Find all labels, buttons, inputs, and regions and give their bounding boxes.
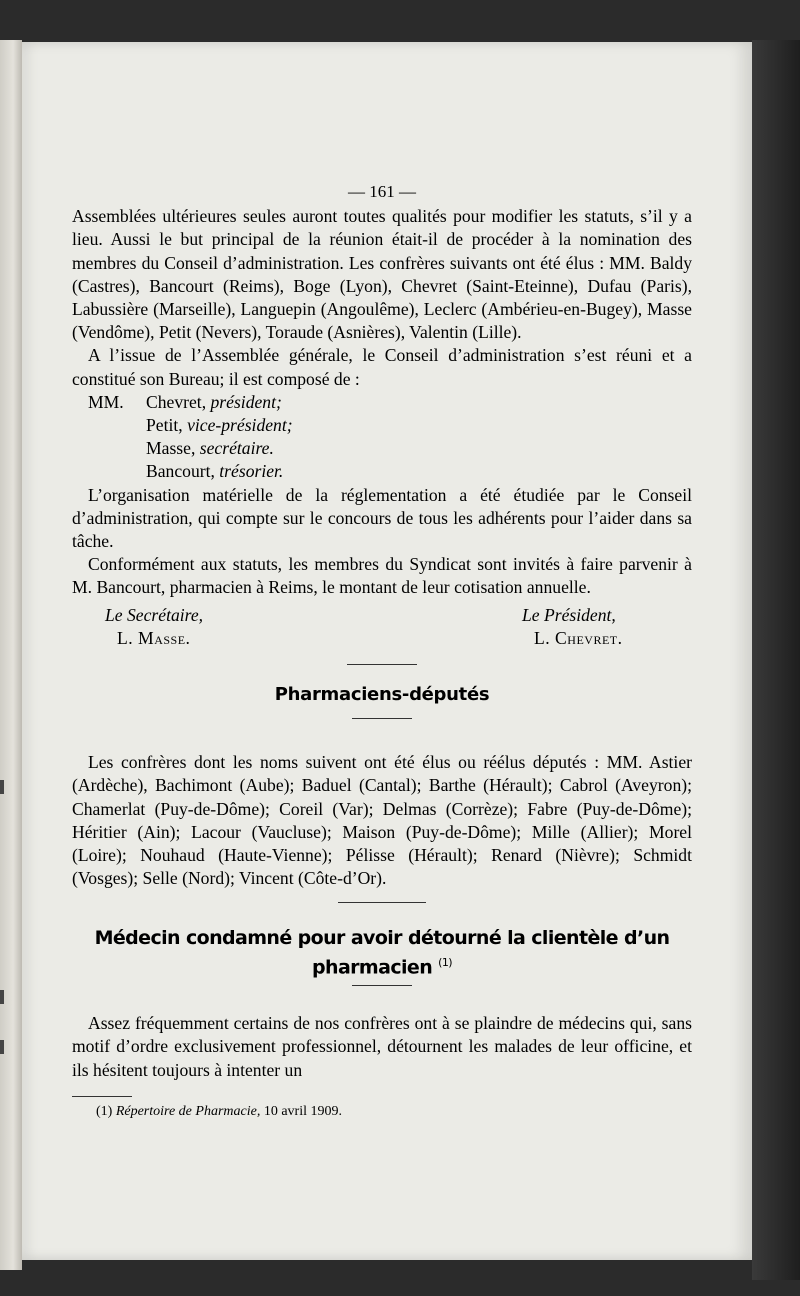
page-edge-mark (0, 990, 4, 1004)
signature-president-title: Le Président, (522, 604, 616, 625)
organisation-paragraph: L’organisation matérielle de la réglementation a été étudiée par le Conseil d’administration, qui compte sur le concours de tous les adhérents pour l’aider dans sa tâche. (72, 484, 692, 552)
medecin-paragraph: Assez fréquemment certains de nos confrères ont à se plaindre de médecins qui, sans motif d’ordre exclusivement professionnel, détournent les malades de leur officine, et ils hésitent toujours à intenter un (72, 1013, 692, 1080)
officers-prefix: MM. (88, 391, 124, 412)
officer-role: vice-président; (187, 415, 293, 436)
signature-president-name: L. Chevret. (534, 627, 623, 648)
footnote-date: 10 avril 1909. (263, 1103, 342, 1119)
section-title-medecin-condamne (72, 927, 692, 979)
footnote-divider (72, 1096, 132, 1097)
officer-row (72, 414, 692, 437)
officer-row (72, 437, 692, 460)
footnote (72, 1103, 692, 1121)
page-edge-mark (0, 1040, 4, 1054)
officer-role: trésorier. (219, 461, 284, 482)
officer-name: Chevret, (146, 391, 207, 412)
section-divider (347, 664, 417, 665)
footnote-reference: (1) (438, 955, 452, 969)
signature-secretary-title: Le Secrétaire, (105, 604, 204, 625)
deputes-paragraph: Les confrères dont les noms suivent ont été élus ou réélus députés : MM. Astier (Ardèche), Bachimont (Aube); Baduel (Cantal); Barthe (Hérault); Cabrol (Aveyron); Chamerlat (Puy-de-Dôme); Coreil (Var); Delmas (Corrèze); Fabre (Puy-de-Dôme); Héritier (Ain); Lacour (Vaucluse); Maison (Puy-de-Dôme); Mille (Allier); Morel (Loire); Nouhaud (Haute-Vienne); Pélisse (Hérault); Renard (Nièvre); Schmidt (Vosges); Selle (Nord); Vincent (Côte-d’Or). (72, 752, 692, 889)
officer-name: Bancourt, (146, 461, 215, 482)
section-title-text: Médecin condamné pour avoir détourné la clientèle d’un pharmacien (94, 927, 670, 979)
officers-list (72, 391, 692, 484)
footnote-marker: (1) (96, 1103, 113, 1119)
section-title-pharmaciens-deputes: Pharmaciens-députés (274, 684, 490, 706)
officer-name: Petit, (146, 415, 183, 436)
title-underline (352, 985, 412, 986)
bureau-paragraph: A l’issue de l’Assemblée générale, le Conseil d’administration s’est réuni et a constitué son Bureau; il est composé de : (72, 345, 692, 389)
officer-row (72, 391, 692, 414)
officer-role: président; (210, 391, 282, 412)
page-edge-mark (0, 780, 4, 794)
signature-president (522, 604, 692, 650)
footnote-source: Répertoire de Pharmacie, (115, 1103, 261, 1119)
signatures (72, 604, 692, 650)
officer-role: secrétaire. (199, 438, 274, 459)
intro-paragraph: Assemblées ultérieures seules auront toutes qualités pour modifier les statuts, s’il y a lieu. Aussi le but principal de la réunion était-il de procéder à la nomination des membres du Conseil d’administration. Les confrères suivants ont été élus : MM. Baldy (Castres), Bancourt (Reims), Boge (Lyon), Chevret (Saint-Eteinne), Dufau (Paris), Labussière (Marseille), Languepin (Angoulême), Leclerc (Ambérieu-en-Bugey), Masse (Vendôme), Petit (Nevers), Toraude (Asnières), Valentin (Lille). (72, 206, 692, 343)
page-content (72, 180, 692, 1121)
page-number: — 161 — (348, 182, 416, 201)
background-shadow (752, 40, 800, 1280)
officer-row (72, 460, 692, 483)
previous-page-edge (0, 40, 22, 1270)
officer-name: Masse, (146, 438, 196, 459)
signature-secretary-name: L. Masse. (117, 627, 191, 648)
cotisation-paragraph: Conformément aux statuts, les membres du Syndicat sont invités à faire parvenir à M. Bancourt, pharmacien à Reims, le montant de leur cotisation annuelle. (72, 554, 692, 598)
signature-secretary (72, 604, 335, 650)
section-divider (338, 902, 426, 903)
title-underline (352, 718, 412, 719)
